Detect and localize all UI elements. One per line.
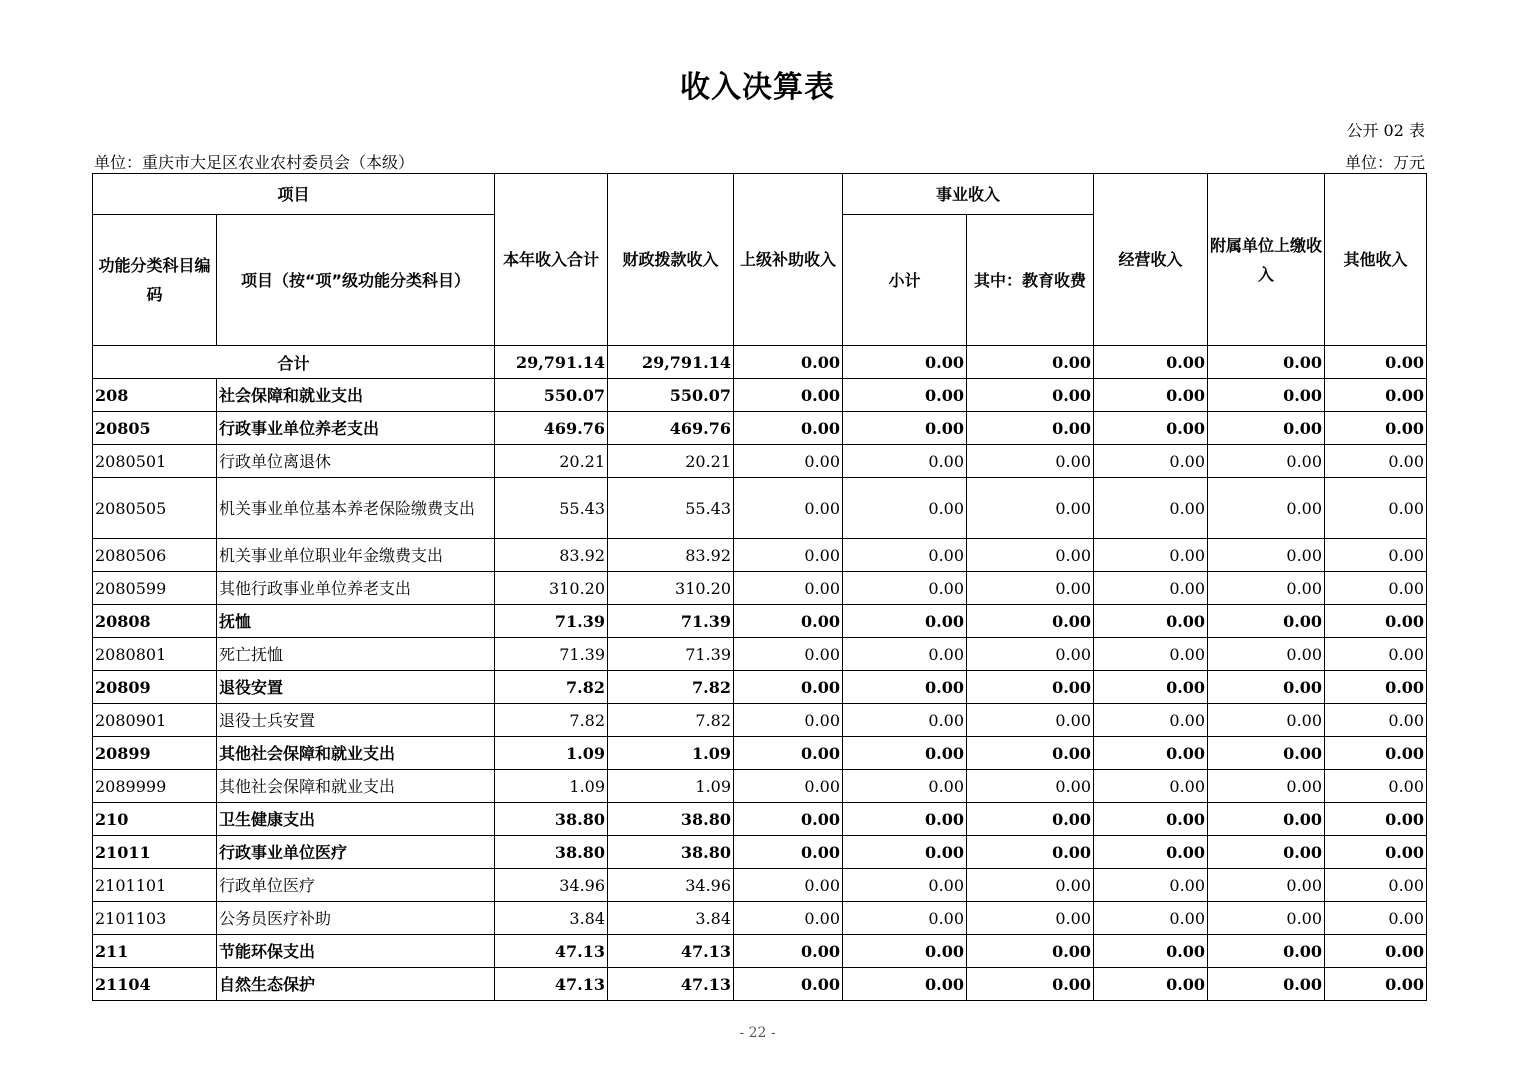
row-value: 0.00: [967, 539, 1094, 572]
row-value: 0.00: [1325, 671, 1427, 704]
row-value: 0.00: [967, 737, 1094, 770]
row-value: 71.39: [608, 605, 734, 638]
row-name: 公务员医疗补助: [217, 902, 495, 935]
row-value: 0.00: [1094, 935, 1208, 968]
row-value: 0.00: [967, 935, 1094, 968]
row-value: 0.00: [1325, 902, 1427, 935]
row-name: 行政事业单位养老支出: [217, 412, 495, 445]
row-value: 34.96: [495, 869, 608, 902]
row-value: 550.07: [495, 379, 608, 412]
table-row: [93, 803, 1427, 836]
header-affiliated: 附属单位上缴收入: [1208, 174, 1325, 346]
row-value: 38.80: [495, 803, 608, 836]
row-value: 0.00: [734, 836, 843, 869]
row-value: 0.00: [1325, 803, 1427, 836]
header-operating: 经营收入: [1094, 174, 1208, 346]
row-value: 38.80: [608, 803, 734, 836]
row-value: 0.00: [967, 412, 1094, 445]
row-code: 2101101: [93, 869, 217, 902]
row-value: 71.39: [495, 605, 608, 638]
row-value: 47.13: [608, 935, 734, 968]
row-value: 0.00: [843, 770, 967, 803]
row-name: 机关事业单位基本养老保险缴费支出: [217, 478, 495, 539]
row-value: 0.00: [843, 605, 967, 638]
row-value: 38.80: [608, 836, 734, 869]
row-name: 卫生健康支出: [217, 803, 495, 836]
row-code: 210: [93, 803, 217, 836]
total-cell: 0.00: [734, 346, 843, 379]
table-row: [93, 478, 1427, 539]
row-value: 0.00: [843, 836, 967, 869]
row-value: 310.20: [608, 572, 734, 605]
row-value: 0.00: [734, 902, 843, 935]
unit-organization: 单位：重庆市大足区农业农村委员会（本级）: [94, 153, 415, 172]
row-value: 0.00: [843, 572, 967, 605]
row-value: 0.00: [734, 869, 843, 902]
row-value: 0.00: [1208, 869, 1325, 902]
row-value: 0.00: [843, 968, 967, 1001]
header-code: 功能分类科目编码: [93, 215, 217, 346]
row-value: 0.00: [1325, 935, 1427, 968]
row-value: 83.92: [608, 539, 734, 572]
row-value: 0.00: [734, 539, 843, 572]
row-value: 0.00: [734, 605, 843, 638]
row-value: 0.00: [1208, 836, 1325, 869]
row-name: 机关事业单位职业年金缴费支出: [217, 539, 495, 572]
row-value: 20.21: [495, 445, 608, 478]
row-value: 0.00: [1094, 836, 1208, 869]
total-cell: 0.00: [1325, 346, 1427, 379]
row-value: 0.00: [843, 869, 967, 902]
total-label: 合计: [93, 346, 495, 379]
table-row: [93, 412, 1427, 445]
row-value: 0.00: [967, 638, 1094, 671]
row-value: 0.00: [1208, 539, 1325, 572]
row-value: 0.00: [1208, 770, 1325, 803]
row-value: 0.00: [734, 572, 843, 605]
row-value: 0.00: [1325, 445, 1427, 478]
row-value: 0.00: [1208, 803, 1325, 836]
row-value: 55.43: [608, 478, 734, 539]
row-name: 其他行政事业单位养老支出: [217, 572, 495, 605]
row-value: 0.00: [1325, 704, 1427, 737]
row-value: 0.00: [734, 770, 843, 803]
row-value: 7.82: [608, 704, 734, 737]
row-name: 行政单位离退休: [217, 445, 495, 478]
row-name: 退役安置: [217, 671, 495, 704]
row-value: 47.13: [608, 968, 734, 1001]
row-value: 0.00: [1094, 968, 1208, 1001]
row-code: 2080901: [93, 704, 217, 737]
row-value: 0.00: [843, 803, 967, 836]
row-value: 47.13: [495, 935, 608, 968]
row-code: 21011: [93, 836, 217, 869]
row-value: 0.00: [1094, 737, 1208, 770]
row-value: 0.00: [843, 445, 967, 478]
row-name: 死亡抚恤: [217, 638, 495, 671]
row-value: 83.92: [495, 539, 608, 572]
row-code: 2080501: [93, 445, 217, 478]
row-value: 0.00: [1094, 412, 1208, 445]
row-value: 0.00: [734, 638, 843, 671]
row-value: 0.00: [1325, 836, 1427, 869]
table-row: [93, 968, 1427, 1001]
row-value: 0.00: [1325, 539, 1427, 572]
row-value: 0.00: [967, 671, 1094, 704]
row-value: 0.00: [967, 379, 1094, 412]
row-value: 0.00: [1325, 605, 1427, 638]
row-value: 1.09: [495, 770, 608, 803]
table-row: [93, 379, 1427, 412]
header-superior: 上级补助收入: [734, 174, 843, 346]
row-value: 3.84: [608, 902, 734, 935]
row-value: 0.00: [1325, 572, 1427, 605]
row-value: 0.00: [1325, 770, 1427, 803]
row-value: 0.00: [1208, 935, 1325, 968]
row-value: 7.82: [495, 704, 608, 737]
row-value: 0.00: [967, 770, 1094, 803]
total-cell: 29,791.14: [495, 346, 608, 379]
row-value: 0.00: [1094, 379, 1208, 412]
row-code: 20805: [93, 412, 217, 445]
row-value: 0.00: [1325, 968, 1427, 1001]
row-value: 0.00: [734, 445, 843, 478]
table-row: [93, 572, 1427, 605]
table-number: 公开 02 表: [1346, 121, 1425, 140]
row-value: 550.07: [608, 379, 734, 412]
row-value: 0.00: [1208, 379, 1325, 412]
row-name: 节能环保支出: [217, 935, 495, 968]
row-value: 0.00: [843, 935, 967, 968]
row-name: 其他社会保障和就业支出: [217, 737, 495, 770]
row-value: 0.00: [1094, 572, 1208, 605]
page-number: - 22 -: [739, 1025, 776, 1041]
table-row: [93, 836, 1427, 869]
row-value: 0.00: [1325, 737, 1427, 770]
row-value: 0.00: [1208, 671, 1325, 704]
page-title: 收入决算表: [680, 70, 835, 105]
row-value: 0.00: [967, 902, 1094, 935]
total-cell: 0.00: [1094, 346, 1208, 379]
row-code: 20899: [93, 737, 217, 770]
row-value: 0.00: [1325, 638, 1427, 671]
table-row: [93, 935, 1427, 968]
row-code: 20809: [93, 671, 217, 704]
row-value: 0.00: [843, 539, 967, 572]
row-name: 退役士兵安置: [217, 704, 495, 737]
header-finance: 财政拨款收入: [608, 174, 734, 346]
row-value: 0.00: [843, 379, 967, 412]
table-row: [93, 605, 1427, 638]
row-value: 20.21: [608, 445, 734, 478]
header-education: 其中：教育收费: [967, 215, 1094, 346]
row-value: 0.00: [1208, 638, 1325, 671]
row-value: 0.00: [1208, 478, 1325, 539]
row-value: 0.00: [1325, 478, 1427, 539]
row-value: 0.00: [967, 803, 1094, 836]
header-item: 项目（按“项”级功能分类科目）: [217, 215, 495, 346]
row-name: 行政事业单位医疗: [217, 836, 495, 869]
row-value: 0.00: [843, 478, 967, 539]
row-value: 47.13: [495, 968, 608, 1001]
header-subtotal: 小计: [843, 215, 967, 346]
row-name: 抚恤: [217, 605, 495, 638]
total-row: [93, 346, 1427, 379]
row-value: 0.00: [843, 671, 967, 704]
row-value: 0.00: [1208, 412, 1325, 445]
table-row: [93, 869, 1427, 902]
row-value: 0.00: [967, 445, 1094, 478]
table-row: [93, 638, 1427, 671]
row-code: 20808: [93, 605, 217, 638]
row-value: 0.00: [1094, 704, 1208, 737]
row-value: 469.76: [608, 412, 734, 445]
row-value: 71.39: [608, 638, 734, 671]
row-value: 0.00: [734, 803, 843, 836]
row-value: 0.00: [1208, 572, 1325, 605]
table-row: [93, 704, 1427, 737]
header-business-group: 事业收入: [843, 174, 1094, 215]
row-value: 0.00: [1208, 605, 1325, 638]
total-cell: 0.00: [1208, 346, 1325, 379]
row-value: 0.00: [1208, 704, 1325, 737]
row-code: 2089999: [93, 770, 217, 803]
row-code: 2080505: [93, 478, 217, 539]
row-value: 0.00: [1208, 968, 1325, 1001]
table-row: [93, 770, 1427, 803]
row-value: 7.82: [495, 671, 608, 704]
row-name: 社会保障和就业支出: [217, 379, 495, 412]
row-value: 0.00: [734, 478, 843, 539]
row-value: 1.09: [608, 737, 734, 770]
row-code: 208: [93, 379, 217, 412]
row-code: 2080801: [93, 638, 217, 671]
row-value: 0.00: [843, 638, 967, 671]
total-cell: 29,791.14: [608, 346, 734, 379]
row-value: 0.00: [843, 737, 967, 770]
row-value: 0.00: [1094, 445, 1208, 478]
header-other: 其他收入: [1325, 174, 1427, 346]
row-value: 0.00: [734, 737, 843, 770]
income-table: [92, 173, 1427, 1001]
row-value: 0.00: [843, 902, 967, 935]
table-row: [93, 902, 1427, 935]
row-value: 0.00: [843, 704, 967, 737]
table-row: [93, 539, 1427, 572]
row-value: 0.00: [1325, 869, 1427, 902]
row-value: 0.00: [1094, 478, 1208, 539]
row-value: 0.00: [967, 869, 1094, 902]
row-value: 0.00: [1094, 671, 1208, 704]
row-value: 0.00: [734, 704, 843, 737]
total-cell: 0.00: [843, 346, 967, 379]
row-value: 0.00: [1094, 902, 1208, 935]
row-value: 71.39: [495, 638, 608, 671]
header-project: 项目: [93, 174, 495, 215]
header-total: 本年收入合计: [495, 174, 608, 346]
row-value: 0.00: [1094, 869, 1208, 902]
row-value: 0.00: [967, 968, 1094, 1001]
row-value: 0.00: [1094, 770, 1208, 803]
row-value: 0.00: [734, 379, 843, 412]
table-row: [93, 445, 1427, 478]
row-value: 0.00: [734, 412, 843, 445]
row-value: 0.00: [1325, 379, 1427, 412]
row-value: 0.00: [1208, 445, 1325, 478]
row-name: 行政单位医疗: [217, 869, 495, 902]
row-code: 2080506: [93, 539, 217, 572]
row-value: 0.00: [1094, 803, 1208, 836]
row-value: 0.00: [967, 836, 1094, 869]
table-row: [93, 671, 1427, 704]
row-code: 21104: [93, 968, 217, 1001]
row-value: 34.96: [608, 869, 734, 902]
row-value: 7.82: [608, 671, 734, 704]
row-value: 0.00: [734, 935, 843, 968]
row-name: 其他社会保障和就业支出: [217, 770, 495, 803]
table-row: [93, 737, 1427, 770]
unit-currency: 单位：万元: [1344, 153, 1425, 172]
row-value: 0.00: [843, 412, 967, 445]
row-value: 55.43: [495, 478, 608, 539]
row-value: 0.00: [1325, 412, 1427, 445]
total-cell: 0.00: [967, 346, 1094, 379]
row-value: 0.00: [967, 605, 1094, 638]
row-value: 0.00: [967, 478, 1094, 539]
row-value: 310.20: [495, 572, 608, 605]
row-code: 2101103: [93, 902, 217, 935]
row-value: 38.80: [495, 836, 608, 869]
row-value: 469.76: [495, 412, 608, 445]
row-value: 0.00: [1094, 605, 1208, 638]
row-value: 0.00: [967, 704, 1094, 737]
row-value: 3.84: [495, 902, 608, 935]
row-value: 1.09: [608, 770, 734, 803]
row-value: 0.00: [734, 968, 843, 1001]
row-code: 211: [93, 935, 217, 968]
row-value: 0.00: [967, 572, 1094, 605]
row-value: 0.00: [1094, 539, 1208, 572]
row-value: 0.00: [1208, 737, 1325, 770]
row-value: 0.00: [734, 671, 843, 704]
row-name: 自然生态保护: [217, 968, 495, 1001]
row-value: 0.00: [1094, 638, 1208, 671]
row-value: 1.09: [495, 737, 608, 770]
row-value: 0.00: [1208, 902, 1325, 935]
row-code: 2080599: [93, 572, 217, 605]
